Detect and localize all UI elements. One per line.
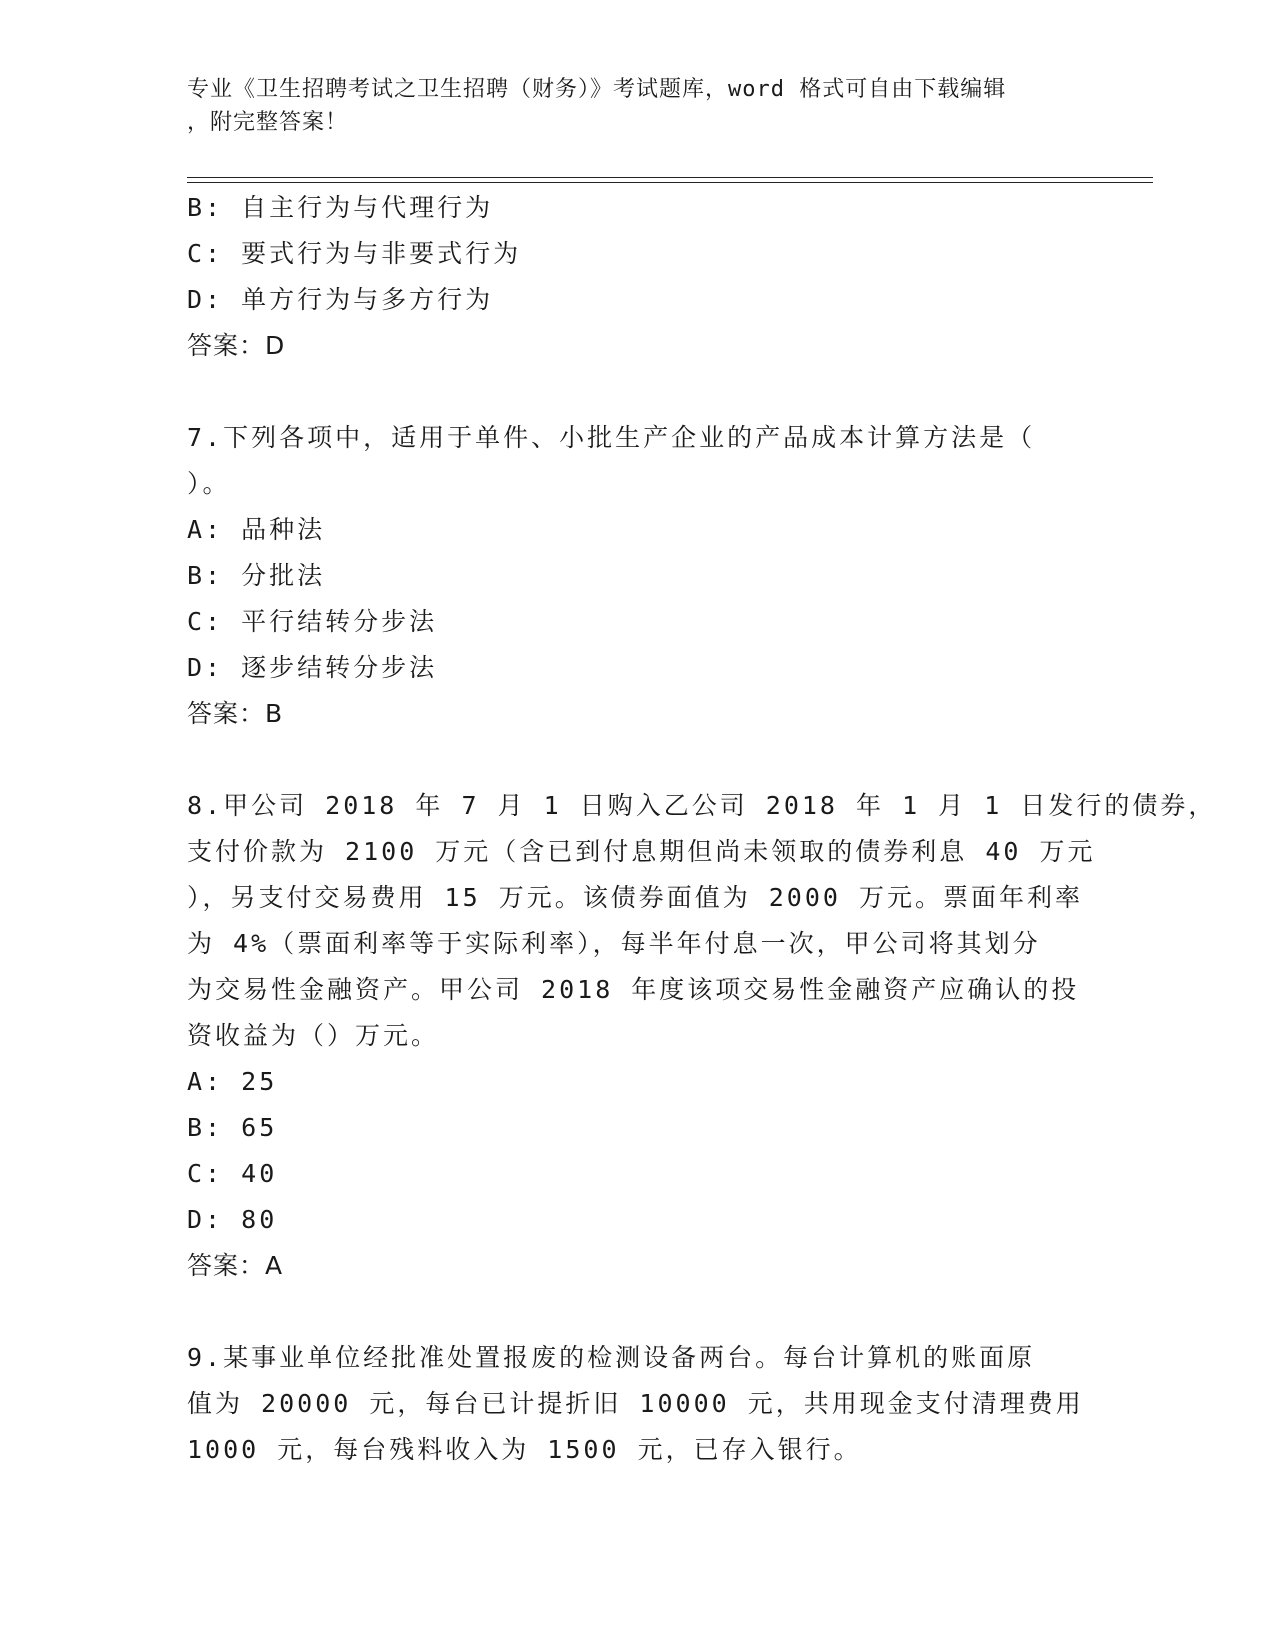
document-header [187, 73, 1077, 139]
q7-stem-line1: 7.下列各项中，适用于单件、小批生产企业的产品成本计算方法是（ [187, 423, 1036, 452]
q8-stem-line6: 资收益为（）万元。 [187, 1021, 440, 1050]
q7-option-a: A: 品种法 [187, 515, 326, 544]
q9-stem-line3: 1000 元，每台残料收入为 1500 元，已存入银行。 [187, 1435, 862, 1464]
q8-option-d: D: 80 [187, 1205, 278, 1234]
spacer [187, 1289, 1087, 1335]
q8-option-b: B: 65 [187, 1113, 278, 1142]
q7-option-c: C: 平行结转分步法 [187, 607, 438, 636]
q9-stem-line2: 值为 20000 元，每台已计提折旧 10000 元，共用现金支付清理费用 [187, 1389, 1084, 1418]
q7-option-d: D: 逐步结转分步法 [187, 653, 438, 682]
q7-answer: 答案：B [187, 699, 284, 728]
q7-option-b: B: 分批法 [187, 561, 326, 590]
q8-option-a: A: 25 [187, 1067, 278, 1096]
q8-answer: 答案：A [187, 1251, 284, 1280]
header-double-rule [187, 177, 1153, 183]
header-title-line1: 专业《卫生招聘考试之卫生招聘（财务）》考试题库，word 格式可自由下载编辑 [187, 77, 1007, 102]
q9-stem-line1: 9.某事业单位经批准处置报废的检测设备两台。每台计算机的账面原 [187, 1343, 1036, 1372]
question-content [187, 185, 1217, 1473]
spacer [187, 737, 1087, 783]
q8-stem-line3: ），另支付交易费用 15 万元。该债券面值为 2000 万元。票面年利率 [187, 883, 1084, 912]
q8-stem-line5: 为交易性金融资产。甲公司 2018 年度该项交易性金融资产应确认的投 [187, 975, 1080, 1004]
q7-stem-line2: ）。 [187, 469, 231, 498]
q6-option-c: C: 要式行为与非要式行为 [187, 239, 522, 268]
q6-option-d: D: 单方行为与多方行为 [187, 285, 494, 314]
q8-option-c: C: 40 [187, 1159, 278, 1188]
q6-option-b: B: 自主行为与代理行为 [187, 193, 494, 222]
q8-stem-line4: 为 4%（票面利率等于实际利率），每半年付息一次，甲公司将其划分 [187, 929, 1041, 958]
spacer [187, 369, 1087, 415]
q8-stem-line1: 8.甲公司 2018 年 7 月 1 日购入乙公司 2018 年 1 月 1 日发行的债券， [187, 791, 1217, 820]
q6-answer: 答案：D [187, 331, 286, 360]
header-title-line2: ，附完整答案！ [187, 110, 349, 135]
q8-stem-line2: 支付价款为 2100 万元（含已到付息期但尚未领取的债券利息 40 万元 [187, 837, 1096, 866]
